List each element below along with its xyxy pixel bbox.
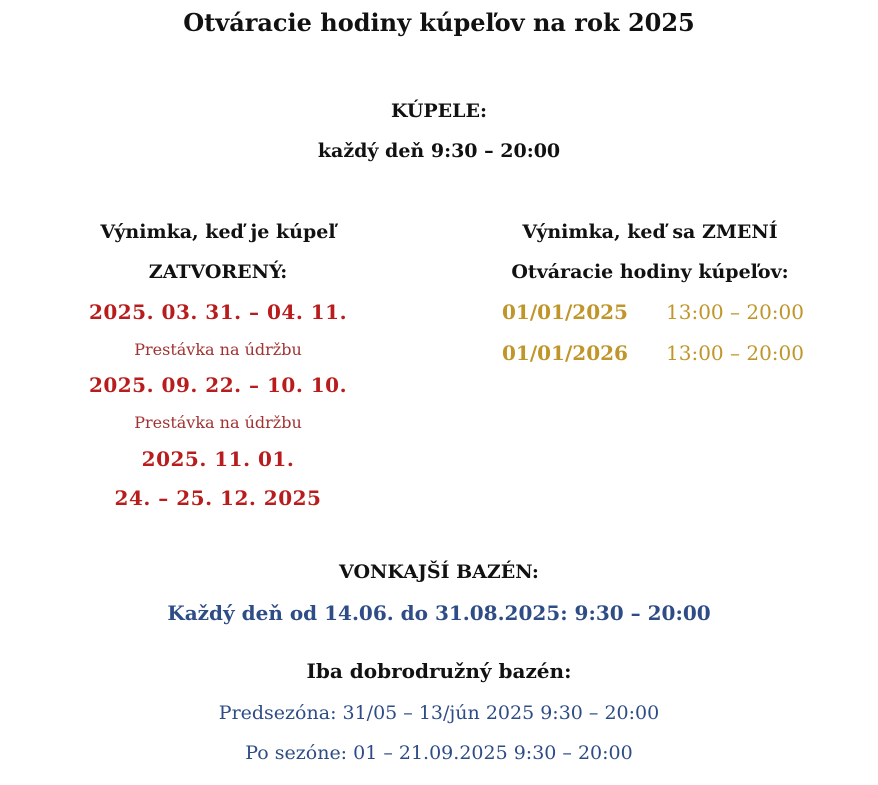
closed-date: 2025. 09. 22. – 10. 10.	[88, 373, 348, 397]
closed-heading-line2: ZATVORENÝ:	[148, 261, 288, 283]
spa-hours: každý deň 9:30 – 20:00	[317, 140, 561, 162]
adventure-pool-heading: Iba dobrodružný bazén:	[306, 659, 572, 683]
page-title: Otváracie hodiny kúpeľov na rok 2025	[183, 8, 695, 37]
changed-heading-line2: Otváracie hodiny kúpeľov:	[511, 261, 789, 283]
adventure-pool-preseason: Predsezóna: 31/05 – 13/jún 2025 9:30 – 20:00	[218, 702, 660, 724]
changed-hours: 13:00 – 20:00	[666, 300, 804, 324]
outdoor-pool-heading: VONKAJŠÍ BAZÉN:	[339, 561, 539, 583]
adventure-pool-postseason: Po sezóne: 01 – 21.09.2025 9:30 – 20:00	[245, 742, 633, 764]
changed-date: 01/01/2026	[502, 341, 628, 365]
spa-heading: KÚPELE:	[390, 100, 488, 122]
changed-hours: 13:00 – 20:00	[666, 341, 804, 365]
outdoor-pool-hours: Každý deň od 14.06. do 31.08.2025: 9:30 – 20:00	[167, 601, 711, 625]
closed-note: Prestávka na údržbu	[134, 340, 302, 359]
closed-note: Prestávka na údržbu	[134, 413, 302, 432]
closed-date: 2025. 11. 01.	[141, 447, 295, 471]
closed-heading-line1: Výnimka, keď je kúpeľ	[100, 221, 336, 243]
changed-date: 01/01/2025	[502, 300, 628, 324]
closed-date: 24. – 25. 12. 2025	[114, 486, 322, 510]
changed-heading-line1: Výnimka, keď sa ZMENÍ	[522, 221, 778, 243]
closed-date: 2025. 03. 31. – 04. 11.	[88, 300, 348, 324]
